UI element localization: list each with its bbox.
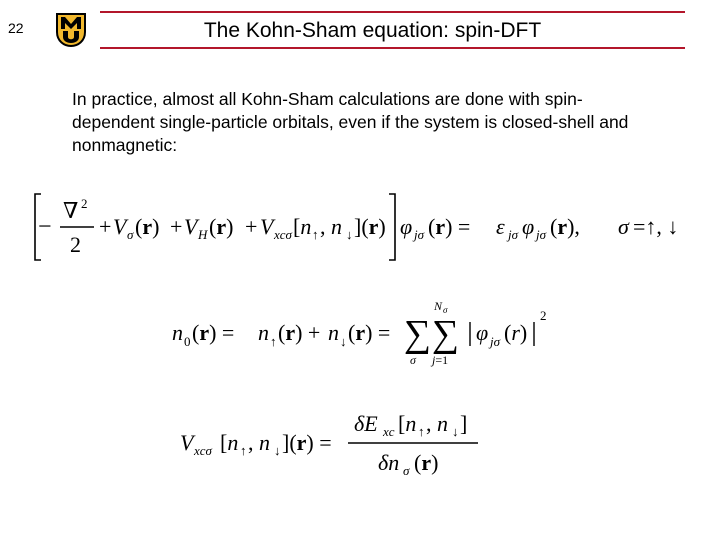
svg-text:V: V	[180, 430, 194, 455]
svg-text:jσ: jσ	[508, 227, 519, 242]
svg-text:=↑, ↓: =↑, ↓	[633, 214, 679, 239]
svg-text:n: n	[258, 320, 269, 345]
svg-text:(r),: (r),	[550, 214, 580, 239]
svg-text:jσ: jσ	[414, 227, 425, 242]
svg-text:σ: σ	[618, 214, 629, 239]
svg-text:σ: σ	[410, 353, 416, 367]
svg-text:↓: ↓	[274, 443, 281, 458]
svg-text:(r): (r)	[135, 214, 160, 239]
svg-text:↓: ↓	[346, 227, 353, 242]
svg-text:N: N	[434, 300, 443, 313]
svg-text:(r) =: (r) =	[348, 320, 391, 345]
svg-text:φ: φ	[476, 320, 489, 345]
svg-text:∑: ∑	[432, 313, 460, 355]
svg-text:xc: xc	[383, 424, 395, 439]
svg-text:](r) =: ](r) =	[282, 430, 332, 455]
svg-text:[n: [n	[293, 214, 312, 239]
university-logo	[55, 12, 87, 48]
title-rule-top	[100, 11, 685, 13]
svg-text:σ: σ	[403, 463, 410, 478]
slide-number: 22	[8, 20, 24, 36]
svg-text:ε: ε	[496, 214, 505, 239]
svg-text:+: +	[99, 214, 112, 239]
svg-text:(r): (r)	[209, 214, 234, 239]
svg-text:2: 2	[70, 232, 81, 257]
xc-potential-equation	[178, 410, 488, 485]
svg-text:δn: δn	[378, 450, 400, 475]
svg-text:, n: , n	[426, 411, 448, 436]
svg-text:↑: ↑	[418, 424, 425, 439]
density-equation	[170, 300, 570, 375]
svg-text:V: V	[260, 214, 274, 239]
slide-title: The Kohn-Sham equation: spin-DFT	[203, 19, 542, 42]
svg-text:↓: ↓	[452, 424, 459, 439]
svg-text:2: 2	[540, 308, 547, 323]
svg-text:H: H	[198, 227, 208, 242]
svg-text:0: 0	[184, 334, 191, 349]
svg-text:∑: ∑	[404, 313, 432, 355]
svg-text:n: n	[172, 320, 183, 345]
svg-text:δE: δE	[354, 411, 378, 436]
body-paragraph: In practice, almost all Kohn-Sham calculations are done with spin-dependent single-particle orbitals, even if the system is closed-shell and nonmagnetic:	[72, 89, 629, 155]
svg-text:−: −	[38, 214, 52, 240]
svg-text:[n: [n	[398, 411, 417, 436]
svg-text:(r) =: (r) =	[428, 214, 471, 239]
svg-text:+: +	[170, 214, 183, 239]
svg-text:φ: φ	[522, 214, 535, 239]
svg-text:, n: , n	[320, 214, 342, 239]
svg-text:, n: , n	[248, 430, 270, 455]
svg-text:(r) =: (r) =	[192, 320, 235, 345]
svg-text:[n: [n	[220, 430, 239, 455]
svg-text:V: V	[113, 214, 127, 239]
svg-text:xcσ: xcσ	[274, 227, 292, 242]
title-rule-bottom	[100, 47, 685, 49]
svg-text:↓: ↓	[340, 334, 347, 349]
svg-text:∇: ∇	[63, 198, 79, 223]
svg-text:](r): ](r)	[354, 214, 386, 239]
svg-text:]: ]	[460, 411, 468, 436]
svg-text:2: 2	[81, 196, 88, 211]
svg-text:jσ: jσ	[536, 227, 547, 242]
svg-text:↑: ↑	[240, 443, 247, 458]
svg-text:jσ: jσ	[490, 334, 501, 349]
svg-text:j=1: j=1	[432, 353, 449, 367]
svg-text:V: V	[184, 214, 198, 239]
svg-text:(r): (r)	[504, 320, 528, 345]
svg-text:(r): (r)	[414, 450, 439, 475]
svg-text:↑: ↑	[312, 227, 319, 242]
svg-text:n: n	[328, 320, 339, 345]
svg-text:σ: σ	[127, 227, 134, 242]
svg-text:(r) +: (r) +	[278, 320, 321, 345]
kohn-sham-spin-equation	[28, 190, 708, 265]
svg-text:xcσ: xcσ	[194, 443, 212, 458]
svg-text:+: +	[245, 214, 258, 239]
svg-text:↑: ↑	[270, 334, 277, 349]
svg-text:φ: φ	[400, 214, 413, 239]
svg-text:σ: σ	[443, 305, 448, 315]
